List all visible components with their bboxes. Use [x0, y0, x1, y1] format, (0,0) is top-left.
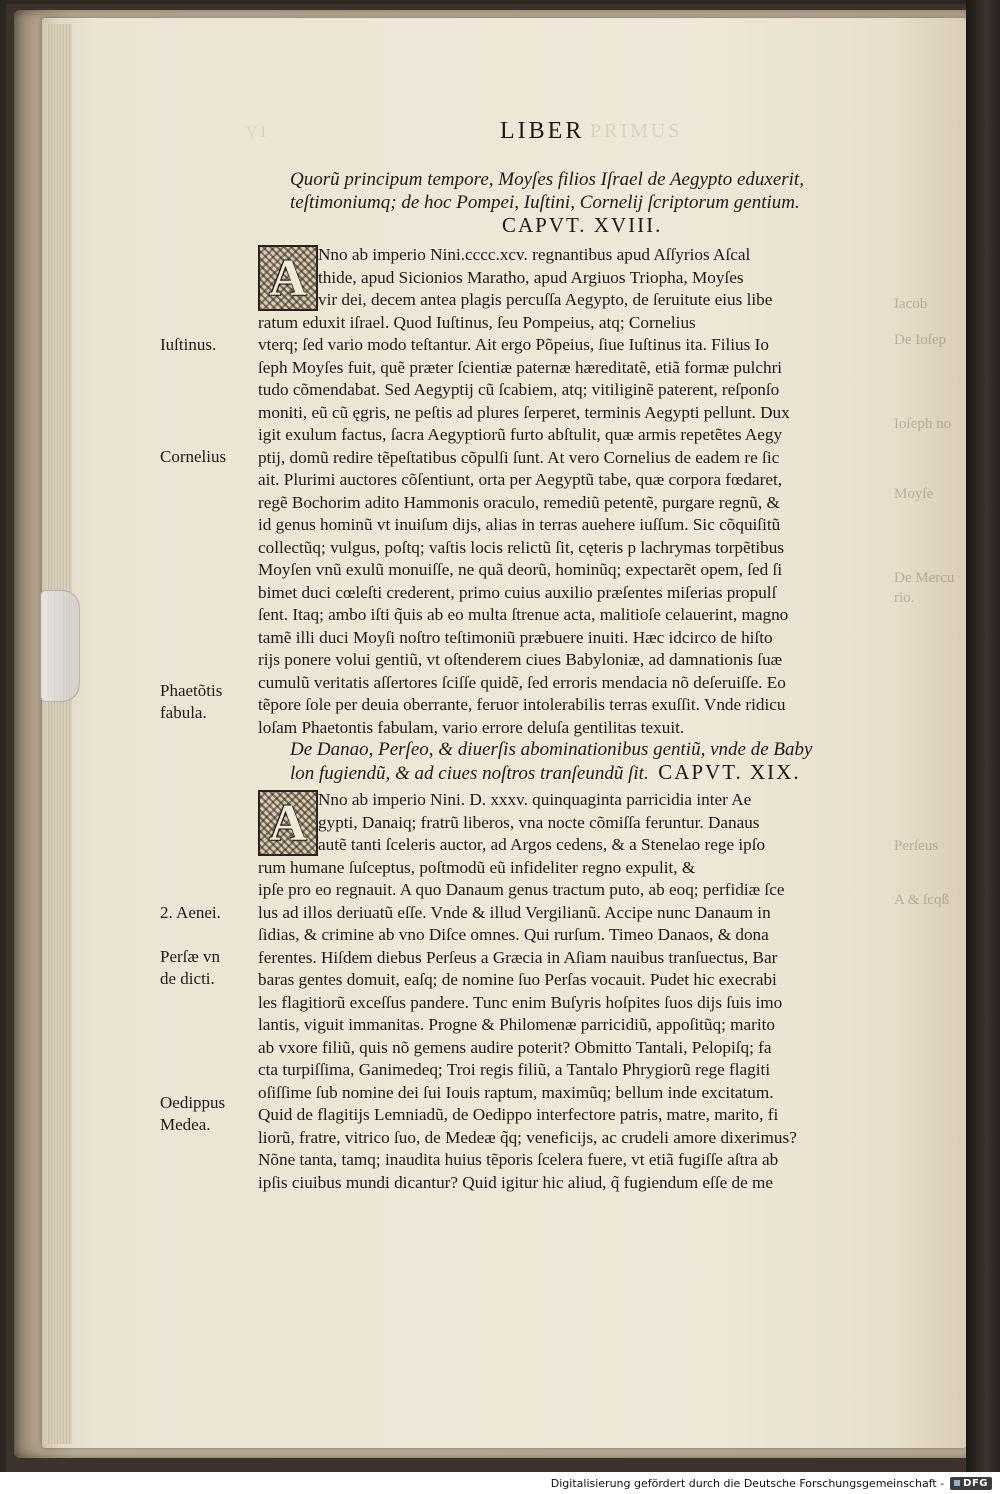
page-edges	[46, 24, 72, 1444]
text-line: gypti, Danaiq; fratrũ liberos, vna nocte cõmiſſa feruntur. Danaus	[318, 812, 760, 832]
text-line: Nno ab imperio Nini.cccc.xcv. regnantibus apud Aſſyrios Aſcal	[318, 245, 751, 264]
chapter-19-heading	[290, 738, 870, 785]
dfg-logo-icon: DFG	[950, 1477, 992, 1490]
ghost-note: Iacob	[894, 296, 928, 312]
text-line: thide, apud Sicionios Maratho, apud Argiuos Triopha, Moyſes	[318, 267, 744, 287]
text-line: baras gentes domuit, eaſq; de nomine ſuo Perſas vocauit. Pudet hic execrabi	[258, 970, 777, 989]
text-line: rum humane ſuſceptus, poſtmodũ eũ infideliter regno expulit, &	[258, 857, 696, 877]
text-line: ratum eduxit iſrael. Quod Iuſtinus, ſeu Pompeius, atq; Cornelius	[258, 312, 696, 332]
chapter-18-caput: CAPVT. XVIII.	[502, 213, 663, 237]
chapter-19-text	[258, 789, 880, 1194]
chapter-18-text	[258, 244, 880, 739]
text-line: id genus hominũ vt inuiſum dijs, alias in terras auehere iuſſum. Sic cõquiſitũ	[258, 515, 781, 534]
text-line: ſent. Itaq; ambo iſti q̃uis ab eo multa ſtrenue acta, malitioſe celauerint, magno	[258, 605, 789, 624]
show-through-head: PRIMUS	[590, 120, 683, 142]
margin-note-aeneid: 2. Aenei.	[160, 903, 221, 922]
heading-line-2: lon fugiendũ, & ad ciues noſtros tranſeundũ ſit.	[290, 763, 649, 784]
text-line: les flagitiorũ exceſſus pandere. Tunc enim Buſyris hoſpites ſuos dijs ſuis imo	[258, 992, 783, 1012]
text-line: ait. Plurimi auctores cõſentiunt, orta per Aegyptũ tabe, quæ corpora fœdaret,	[258, 470, 783, 489]
text-line: autẽ tanti ſceleris auctor, ad Argos cedens, & a Stenelao rege ipſo	[318, 835, 766, 854]
ghost-note: rio.	[894, 590, 915, 606]
text-line: oſiſſime ſub nomine dei ſui Iouis raptum, maximũq; bellum inde excitatum.	[258, 1082, 774, 1102]
text-line: ptij, domũ redire tẽpeſtatibus cõpulſi ſunt. At vero Cornelius de eadem re ſic	[258, 447, 780, 467]
text-line: rijs ponere volui gentiũ, vt oſtenderem ciues Babyloniæ, ad damnationis ſuæ	[258, 650, 783, 669]
margin-note-persae-2: de dicti.	[160, 969, 215, 988]
text-line: collectũq; vulgus, poſtq; vaſtis locis relictũ ſit, cęteris p lachrymas torpẽtibus	[258, 537, 785, 557]
chapter-19-caput: CAPVT. XIX.	[658, 760, 801, 784]
text-line: lantis, viguit immanitas. Progne & Philomenæ parricidiũ, appoſitũq; marito	[258, 1015, 776, 1034]
ghost-note: A & ſcqß	[894, 892, 949, 908]
ghost-note: Perſeus	[894, 838, 939, 854]
heading-line: De Danao, Perſeo, & diuerſis abominationibus gentiũ, vnde de Baby	[290, 739, 813, 760]
text-line: ſeph Moyſes fuit, quẽ præter ſcientiæ paternæ hæreditatẽ, etiã formæ pulchri	[258, 357, 783, 377]
ghost-note: Ioſeph no	[894, 416, 952, 432]
ghost-note: Moyſe	[894, 486, 934, 502]
footer-credit: Digitalisierung gefördert durch die Deutsche Forschungsgemeinschaft -	[550, 1476, 945, 1490]
margin-note-phaetontis-2: fabula.	[160, 703, 207, 722]
text-line: lus ad illos deriuatũ eſſe. Vnde & illud Vergilianũ. Accipe nunc Danaum in	[258, 902, 771, 922]
margin-note-persae: Perſæ vn	[160, 947, 220, 966]
text-line: loſam Phaetontis fabulam, vario errore deluſa gentilitas texuit.	[258, 717, 685, 737]
running-head: LIBER	[500, 118, 585, 144]
text-line: tẽpore ſole per deuia oberrante, feruor intolerabilis terras exuſſit. Vnde ridicu	[258, 695, 786, 714]
text-line: vterq; ſed vario modo teſtantur. Ait ergo Põpeius, ſiue Iuſtinus ita. Filius Io	[258, 335, 769, 354]
text-line: tamẽ illi duci Moyſi noſtro teſtimoniũ præbuere inuiti. Hæc idcirco de hiſto	[258, 627, 773, 647]
decorated-initial: A	[258, 790, 318, 856]
heading-line	[290, 761, 870, 785]
text-line: tudo cõmendabat. Sed Aegyptij cũ ſcabiem, atq; vitiliginẽ paterent, reſponſo	[258, 380, 780, 399]
margin-note-iustinus: Iuſtinus.	[160, 335, 217, 354]
text-line: cta turpiſſima, Ganimedeq; Troi regis filiũ, a Tantalo Phrygiorũ rege flagiti	[258, 1060, 771, 1079]
margin-note-phaetontis: Phaetõtis	[160, 681, 223, 700]
text-line: Moyſen vnũ exulũ monuiſſe, ne quã deorũ, hominũq; expectarẽt opem, ſed ſi	[258, 560, 783, 579]
footer-bar	[0, 1472, 1000, 1494]
text-line: ab vxore filiũ, quis nõ gemens audire poterit? Obmitto Tantali, Pelopiſq; fa	[258, 1037, 772, 1057]
margin-note-cornelius: Cornelius	[160, 447, 227, 466]
heading-line: teſtimoniumq; de hoc Pompei, Iuſtini, Cornelij ſcriptorum gentium.	[290, 192, 800, 213]
margin-note-medea: Medea.	[160, 1115, 211, 1134]
ghost-note: De Ioſep	[894, 332, 947, 348]
margin-note-oedippus: Oedippus	[160, 1093, 226, 1112]
text-line: ipſis ciuibus mundi dicantur? Quid igitur hic aliud, q̃ fugiendum eſſe de me	[258, 1172, 774, 1192]
heading-line: Quorũ principum tempore, Moyſes filios Iſrael de Aegypto eduxerit,	[290, 169, 804, 190]
text-line: Nno ab imperio Nini. D. xxxv. quinquaginta parricidia inter Ae	[318, 790, 752, 809]
chapter-18-heading	[290, 168, 870, 237]
decorated-initial: A	[258, 245, 318, 311]
right-cover-edge	[966, 0, 1000, 1474]
text-line: Nõne tanta, tamq; inaudita huius tẽporis ſcelera fuere, vt etiã fugiſſe aſtra ab	[258, 1150, 779, 1169]
text-line: cumulũ veritatis aſſertores ſciſſe quidẽ, ſed erroris mendacia nõ deſeruiſſe. Eo	[258, 672, 786, 692]
text-line: regẽ Bochorim adito Hammonis oraculo, remediũ petentẽ, purgare regnũ, &	[258, 492, 780, 512]
bookmark-strip	[40, 590, 80, 702]
text-line: Quid de flagitijs Lemniadũ, de Oedippo interfectore patris, matre, marito, fi	[258, 1105, 779, 1124]
text-line: ſidias, & crimine ab vno Diſce omnes. Qui rurſum. Timeo Danaos, & dona	[258, 925, 769, 944]
text-line: vir dei, decem antea plagis percuſſa Aegypto, de ſeruitute eius libe	[318, 290, 773, 309]
text-line: bimet duci cœleſti crederent, primo cuius auxilio præſentes miſerias propulſ	[258, 582, 777, 602]
show-through-folio: VI	[246, 124, 269, 141]
text-line: liorũ, fratre, vitrico ſuo, de Medeæ q̃q; veneficijs, ac crudeli amore dixerimus?	[258, 1127, 797, 1147]
ghost-note: De Mercu	[894, 570, 955, 586]
text-line: ferentes. Hiſdem diebus Perſeus a Græcia in Aſiam nauibus tranſuectus, Bar	[258, 947, 778, 967]
text-line: igit exulum factus, ſacra Aegyptiorũ furto abſtulit, quæ armis repetẽtes Aegy	[258, 425, 783, 444]
text-line: moniti, eũ cũ ęgris, ne peſtis ad plures ſerperet, terminis Aegypti pellunt. Dux	[258, 402, 790, 422]
text-line: ipſe pro eo regnauit. A quo Danaum genus tractum puto, ab eoq; perfidiæ ſce	[258, 880, 785, 899]
